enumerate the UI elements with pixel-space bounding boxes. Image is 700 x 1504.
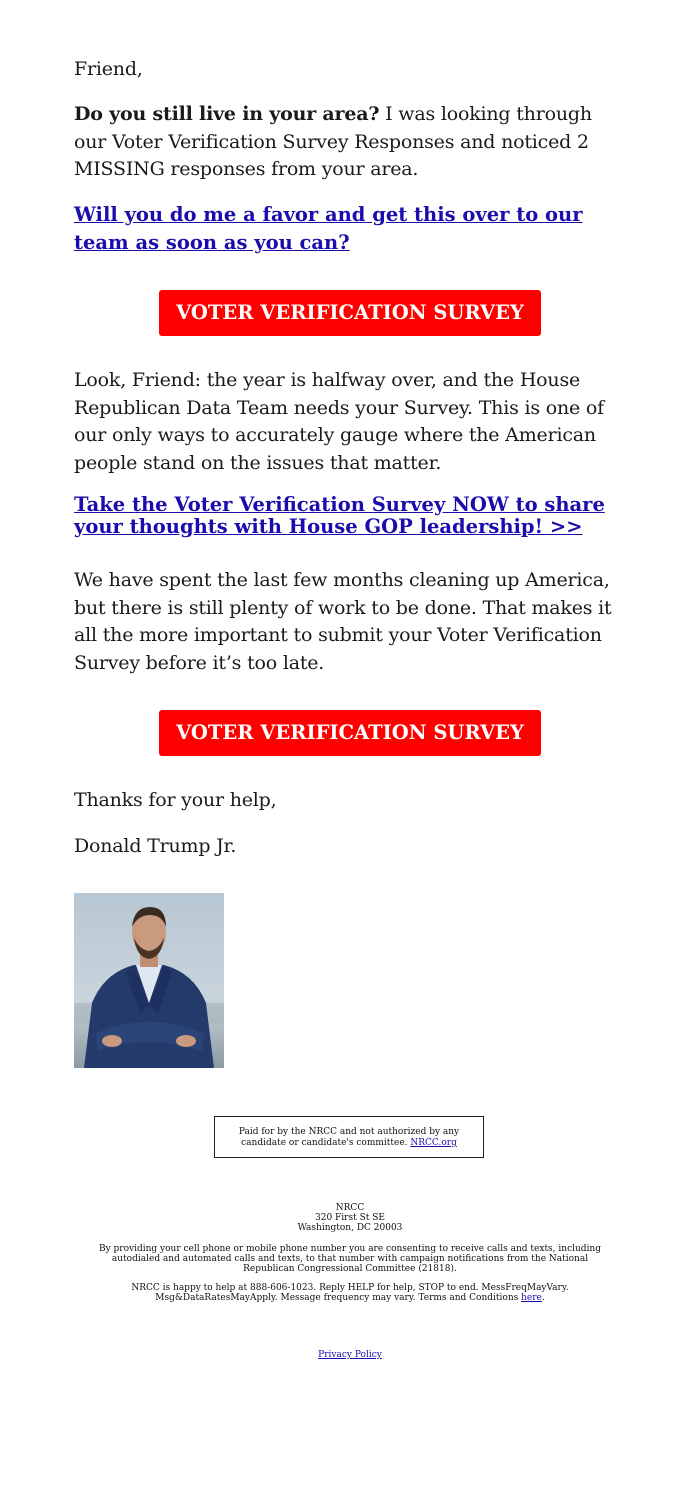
favor-link[interactable]: Will you do me a favor and get this over to our team as soon as you can?: [74, 203, 583, 254]
closing: Thanks for your help,: [74, 789, 277, 811]
footer-address: [90, 1203, 610, 1233]
signature: Donald Trump Jr.: [74, 835, 237, 857]
privacy-footer: [90, 1350, 610, 1360]
portrait-illustration: [74, 893, 224, 1068]
signer-photo: [74, 893, 224, 1068]
help-text: NRCC is happy to help at 888-606-1023. Reply HELP for help, STOP to end. MessFreqMayVary. Msg&DataRatesMayApply. Message frequency may vary. Terms and Conditions: [131, 1283, 569, 1303]
street: 320 First St SE: [315, 1213, 385, 1223]
city: Washington, DC 20003: [297, 1223, 403, 1233]
intro-paragraph: [74, 101, 624, 184]
take-survey-link[interactable]: Take the Voter Verification Survey NOW to share your thoughts with House GOP leadership! >>: [74, 493, 605, 538]
intro-text: I was looking through our Voter Verification Survey Responses and noticed 2 MISSING responses from your area.: [74, 103, 592, 180]
help-info: [90, 1283, 610, 1303]
body-paragraph-2: Look, Friend: the year is halfway over, and the House Republican Data Team needs your Survey. This is one of our only ways to accurately gauge where the American people stand on the issues that matter.: [74, 369, 604, 474]
greeting: Friend,: [74, 58, 143, 80]
org-name: NRCC: [335, 1203, 365, 1213]
paid-for-disclaimer: [214, 1116, 484, 1158]
intro-question: Do you still live in your area?: [74, 103, 380, 125]
terms-link[interactable]: here: [521, 1293, 542, 1303]
sms-consent: By providing your cell phone or mobile phone number you are consenting to receive calls and texts, including autodialed and automated calls and texts, to that number with campaign notifications from the National Republican Congressional Committee (21818).: [98, 1244, 601, 1274]
disclaimer-text: Paid for by the NRCC and not authorized by any candidate or candidate's committee.: [238, 1127, 460, 1148]
body-paragraph-3: We have spent the last few months cleaning up America, but there is still plenty of work to be done. That makes it all the more important to submit your Voter Verification Survey before it’s too late.: [74, 569, 612, 674]
privacy-policy-link[interactable]: Privacy Policy: [318, 1350, 382, 1360]
help-end: .: [541, 1293, 545, 1303]
nrcc-link[interactable]: NRCC.org: [410, 1138, 457, 1148]
survey-button-bottom[interactable]: VOTER VERIFICATION SURVEY: [159, 710, 541, 756]
survey-button-top[interactable]: VOTER VERIFICATION SURVEY: [159, 290, 541, 336]
